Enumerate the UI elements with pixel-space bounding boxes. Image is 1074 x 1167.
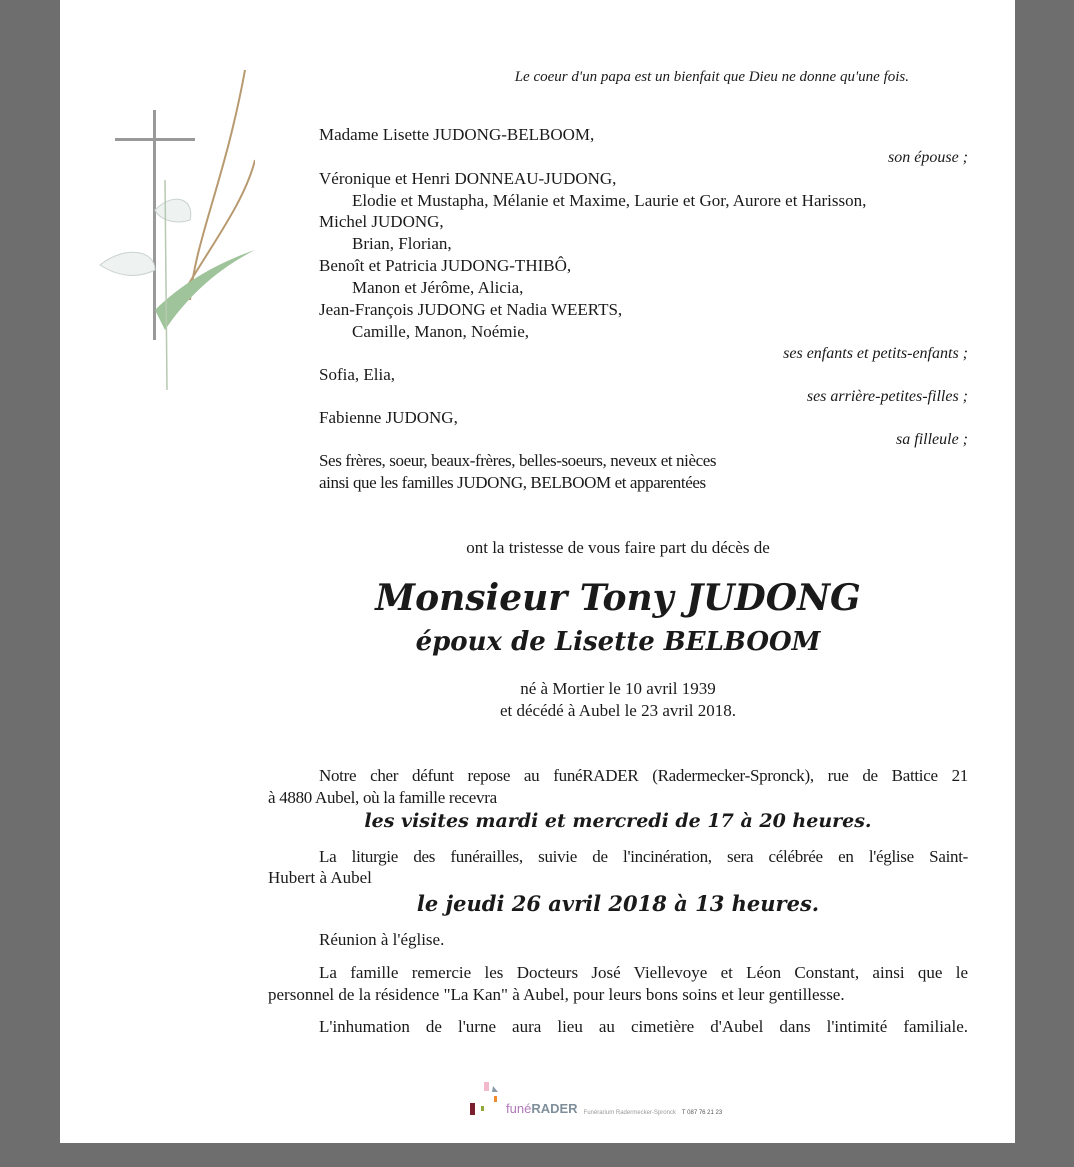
brand-prefix: funé [506, 1101, 532, 1116]
family-line: Manon et Jérôme, Alicia, [352, 278, 524, 297]
meeting-info: Réunion à l'église. [319, 930, 445, 949]
funeral-date: le jeudi 26 avril 2018 à 13 heures. [416, 891, 820, 916]
burial-info: L'inhumation de l'urne aura lieu au cimetière d'Aubel dans l'intimité familiale. [319, 1017, 968, 1036]
family-line: Madame Lisette JUDONG-BELBOOM, [319, 125, 595, 144]
funeral-home-footer [470, 1082, 722, 1116]
death-info: et décédé à Aubel le 23 avril 2018. [499, 701, 737, 720]
family-line: Ses frères, soeur, beaux-frères, belles-soeurs, neveux et nièces [319, 451, 717, 470]
family-line: Brian, Florian, [352, 234, 452, 253]
family-line: Jean-François JUDONG et Nadia WEERTS, [319, 300, 623, 319]
thanks-info: personnel de la résidence "La Kan" à Aubel, pour leurs bons soins et leur gentillesse. [268, 985, 845, 1004]
rest-info: Notre cher défunt repose au funéRADER (Radermecker-Spronck), rue de Battice 21 [319, 766, 968, 785]
family-line: ainsi que les familles JUDONG, BELBOOM et apparentées [319, 473, 706, 492]
relation-label: ses arrière-petites-filles ; [806, 388, 968, 405]
deceased-name: Monsieur Tony JUDONG [375, 577, 861, 619]
phone: T 087 76 21 23 [681, 1110, 723, 1116]
quote: Le coeur d'un papa est un bienfait que Dieu ne donne qu'une fois. [514, 69, 909, 85]
tagline: Funérarium Radermecker-Spronck [583, 1110, 676, 1116]
relation-label: sa filleule ; [896, 431, 968, 448]
liturgy-info: La liturgie des funérailles, suivie de l'incinération, sera célébrée en l'église Saint- [319, 847, 968, 866]
thanks-info: La famille remercie les Docteurs José Viellevoye et Léon Constant, ainsi que le [319, 963, 968, 982]
birth-info: né à Mortier le 10 avril 1939 [520, 679, 716, 698]
family-line: Michel JUDONG, [319, 212, 444, 231]
visits-info: les visites mardi et mercredi de 17 à 20 heures. [364, 810, 872, 832]
family-line: Véronique et Henri DONNEAU-JUDONG, [319, 169, 617, 188]
funerader-logo-icon [470, 1082, 500, 1116]
family-line: Sofia, Elia, [319, 365, 396, 384]
deceased-spouse: époux de Lisette BELBOOM [415, 627, 821, 657]
family-line: Camille, Manon, Noémie, [352, 322, 530, 341]
liturgy-info: Hubert à Aubel [268, 868, 372, 887]
cross-lily-illustration [95, 60, 255, 390]
family-line: Benoît et Patricia JUDONG-THIBÔ, [319, 256, 572, 275]
family-line: Elodie et Mustapha, Mélanie et Maxime, Laurie et Gor, Aurore et Harisson, [352, 191, 867, 210]
relation-label: ses enfants et petits-enfants ; [783, 345, 968, 362]
family-line: Fabienne JUDONG, [319, 408, 458, 427]
relation-label: son épouse ; [888, 149, 968, 166]
announcement: ont la tristesse de vous faire part du décès de [466, 538, 770, 557]
brand-name: RADER [531, 1101, 578, 1116]
rest-info: à 4880 Aubel, où la famille recevra [268, 788, 497, 807]
